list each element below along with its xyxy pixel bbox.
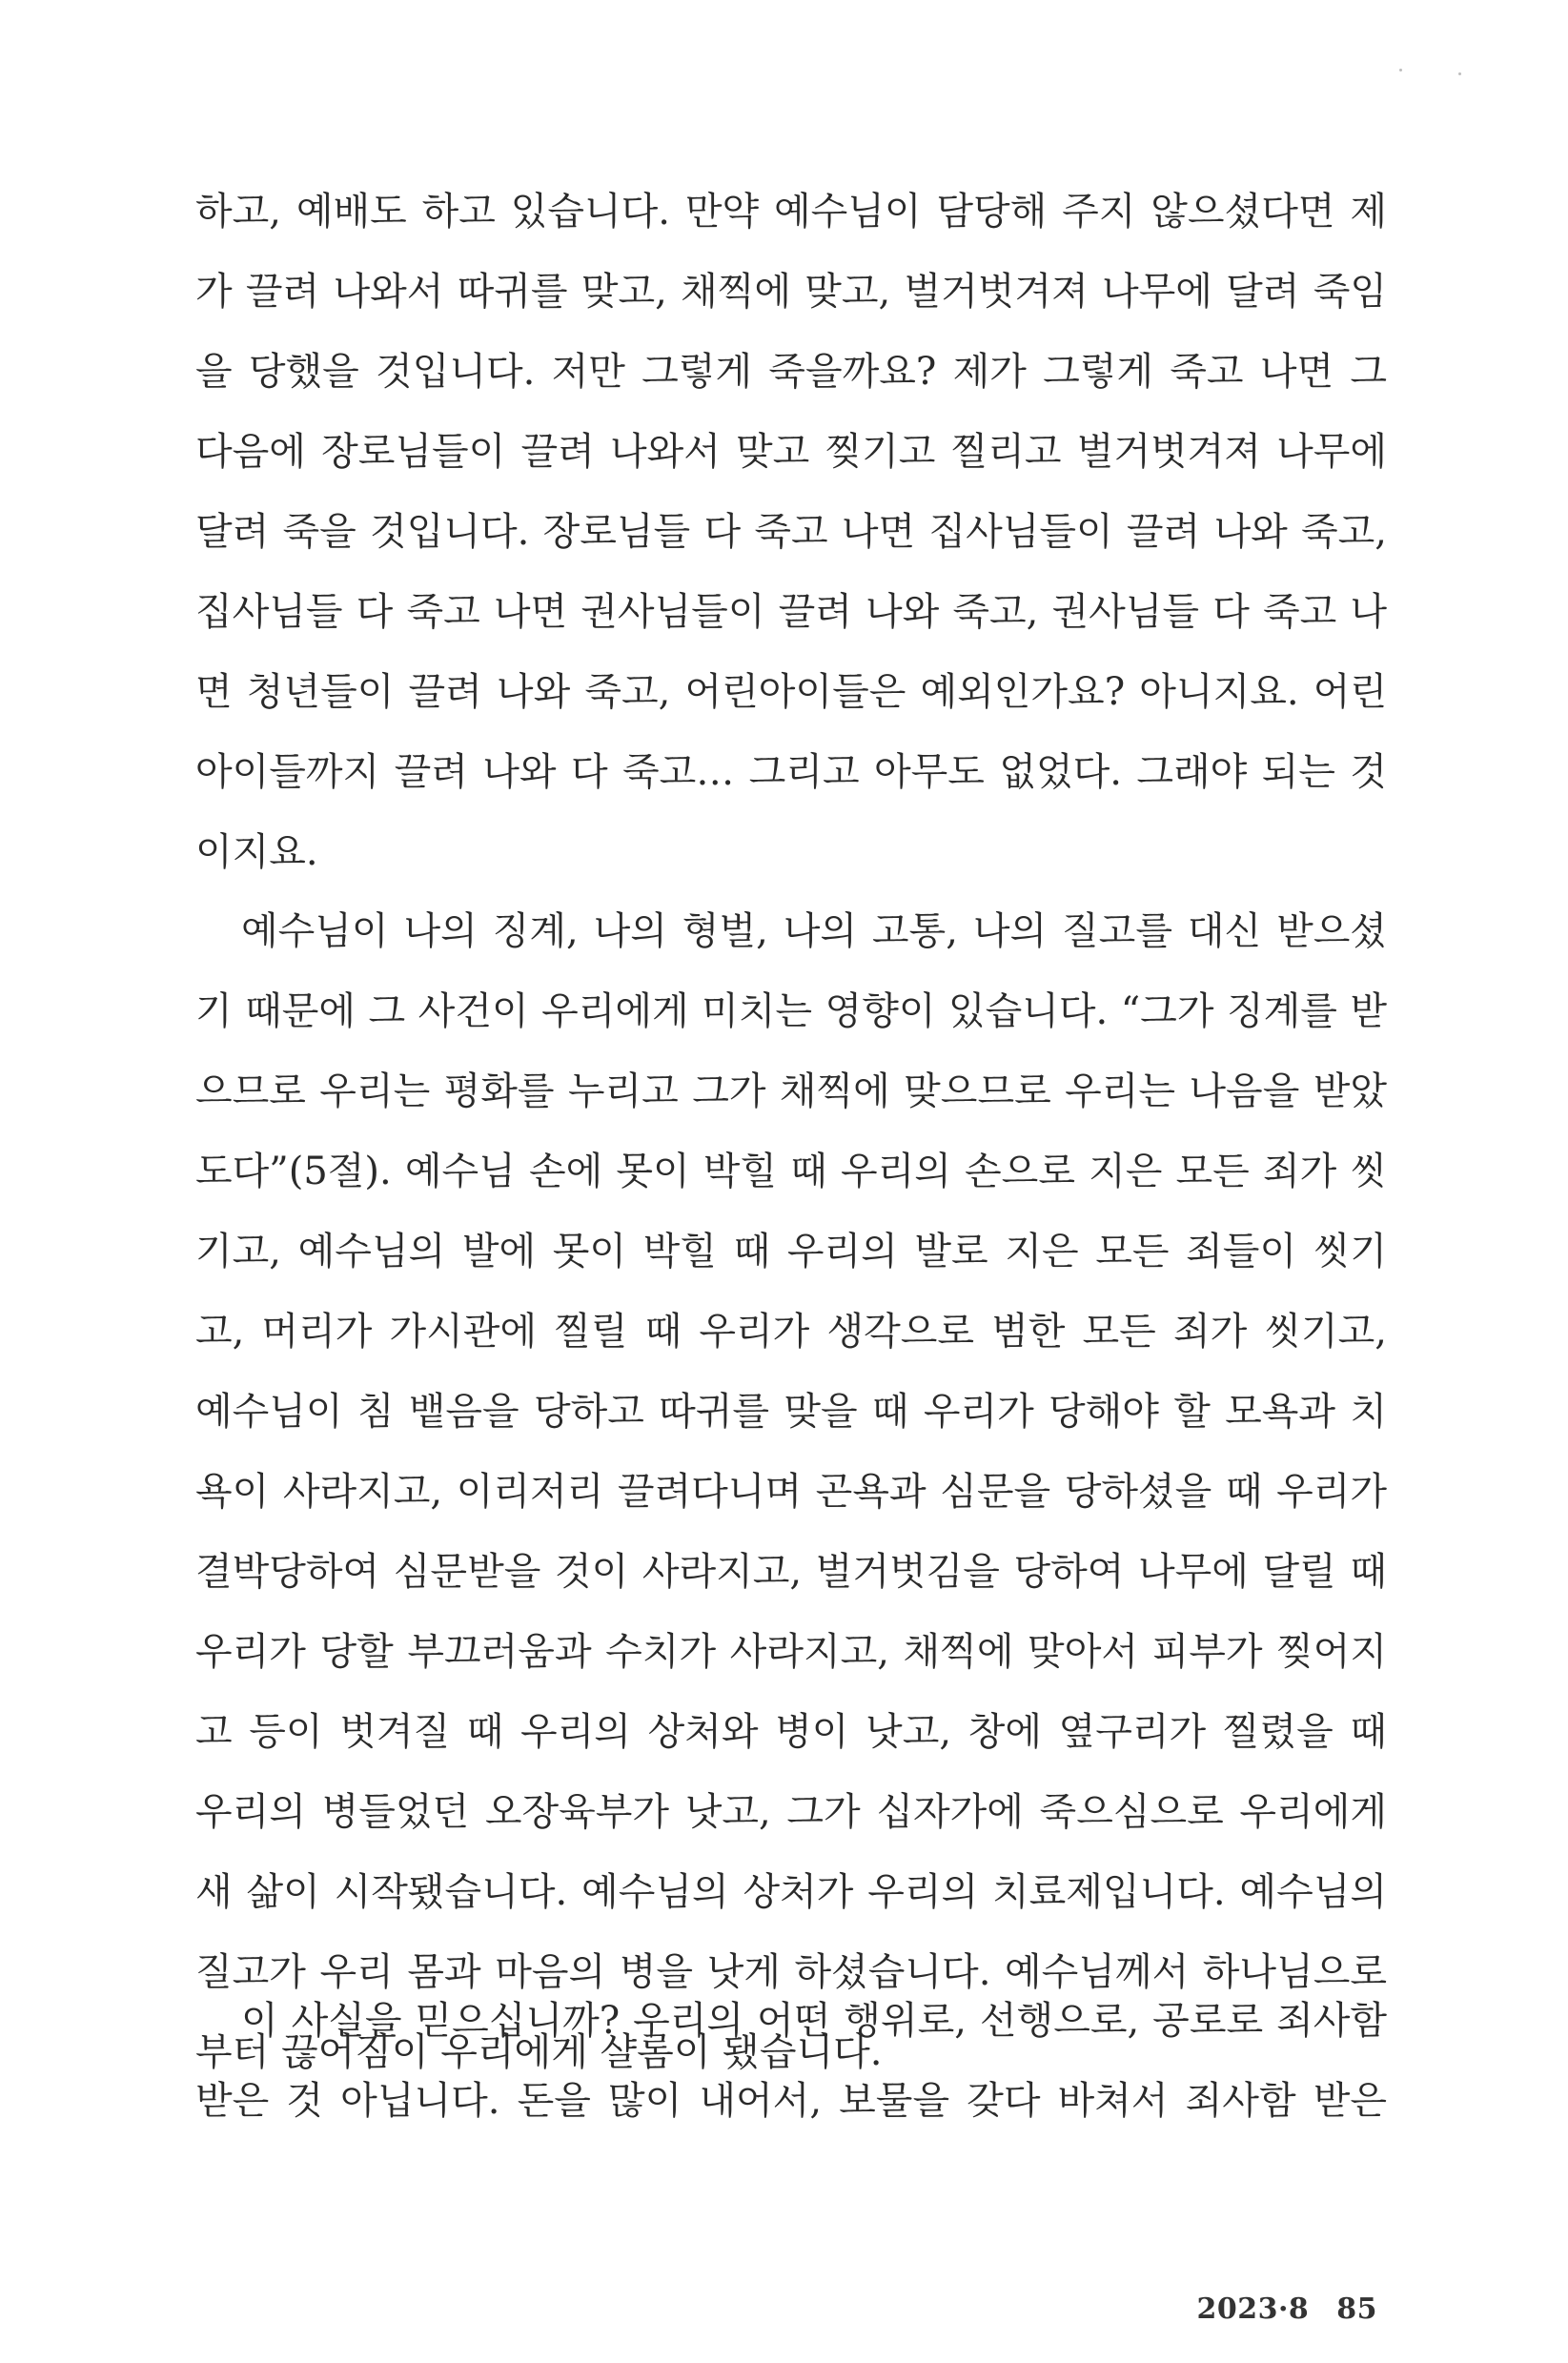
text-line: 부터 끊어짐이 우리에게 샬롬이 됐습니다. xyxy=(195,2030,883,2074)
paragraph-3 xyxy=(195,1981,1387,2141)
text-line: 이 사실을 믿으십니까? 우리의 어떤 행위로, 선행으로, 공로로 죄사함 xyxy=(241,1999,1387,2043)
print-speck xyxy=(1458,72,1461,75)
text-line: 가 끌려 나와서 따귀를 맞고, 채찍에 맞고, 벌거벗겨져 나무에 달려 죽임 xyxy=(195,270,1387,314)
text-line: 다음에 장로님들이 끌려 나와서 맞고 찢기고 찔리고 벌거벗겨져 나무에 xyxy=(195,430,1387,474)
text-line: 으므로 우리는 평화를 누리고 그가 채찍에 맞으므로 우리는 나음을 받았 xyxy=(195,1069,1387,1113)
paragraph-1 xyxy=(195,172,1387,892)
text-line: 우리가 당할 부끄러움과 수치가 사라지고, 채찍에 맞아서 피부가 찢어지 xyxy=(195,1630,1387,1674)
paragraph-2 xyxy=(195,891,1387,2092)
text-line: 새 삶이 시작됐습니다. 예수님의 상처가 우리의 치료제입니다. 예수님의 xyxy=(195,1870,1387,1914)
text-line: 받은 것 아닙니다. 돈을 많이 내어서, 보물을 갖다 바쳐서 죄사함 받은 xyxy=(195,2079,1387,2123)
text-line: 기고, 예수님의 발에 못이 박힐 때 우리의 발로 지은 모든 죄들이 씻기 xyxy=(195,1230,1387,1273)
text-line: 집사님들 다 죽고 나면 권사님들이 끌려 나와 죽고, 권사님들 다 죽고 나 xyxy=(195,590,1387,634)
text-line: 도다”(5절). 예수님 손에 못이 박힐 때 우리의 손으로 지은 모든 죄가 씻 xyxy=(195,1150,1387,1193)
text-line: 우리의 병들었던 오장육부가 낫고, 그가 십자가에 죽으심으로 우리에게 xyxy=(195,1790,1387,1834)
text-line: 욕이 사라지고, 이리저리 끌려다니며 곤욕과 심문을 당하셨을 때 우리가 xyxy=(195,1470,1387,1514)
text-line: 예수님이 침 뱉음을 당하고 따귀를 맞을 때 우리가 당해야 할 모욕과 치 xyxy=(195,1390,1387,1434)
issue-date: 2023·8 xyxy=(1196,2292,1310,2326)
text-line: 기 때문에 그 사건이 우리에게 미치는 영향이 있습니다. “그가 징계를 받 xyxy=(195,989,1387,1033)
text-line: 하고, 예배도 하고 있습니다. 만약 예수님이 담당해 주지 않으셨다면 제 xyxy=(195,190,1387,234)
text-line: 고, 머리가 가시관에 찔릴 때 우리가 생각으로 범한 모든 죄가 씻기고, xyxy=(195,1310,1387,1354)
page-footer xyxy=(1196,2292,1377,2326)
text-line: 예수님이 나의 징계, 나의 형벌, 나의 고통, 나의 질고를 대신 받으셨 xyxy=(241,909,1387,953)
text-line: 면 청년들이 끌려 나와 죽고, 어린아이들은 예외인가요? 아니지요. 어린 xyxy=(195,670,1387,714)
text-line: 아이들까지 끌려 나와 다 죽고… 그리고 아무도 없었다. 그래야 되는 것 xyxy=(195,750,1387,794)
print-speck xyxy=(1399,69,1402,71)
text-line: 달려 죽을 것입니다. 장로님들 다 죽고 나면 집사님들이 끌려 나와 죽고, xyxy=(195,510,1387,554)
text-line: 을 당했을 것입니다. 저만 그렇게 죽을까요? 제가 그렇게 죽고 나면 그 xyxy=(195,350,1387,394)
text-line: 이지요. xyxy=(195,830,318,874)
text-line: 질고가 우리 몸과 마음의 병을 낫게 하셨습니다. 예수님께서 하나님으로 xyxy=(195,1950,1387,1994)
text-line: 고 등이 벗겨질 때 우리의 상처와 병이 낫고, 창에 옆구리가 찔렸을 때 xyxy=(195,1710,1387,1754)
text-line: 결박당하여 심문받을 것이 사라지고, 벌거벗김을 당하여 나무에 달릴 때 xyxy=(195,1550,1387,1594)
page-number: 85 xyxy=(1336,2292,1377,2326)
